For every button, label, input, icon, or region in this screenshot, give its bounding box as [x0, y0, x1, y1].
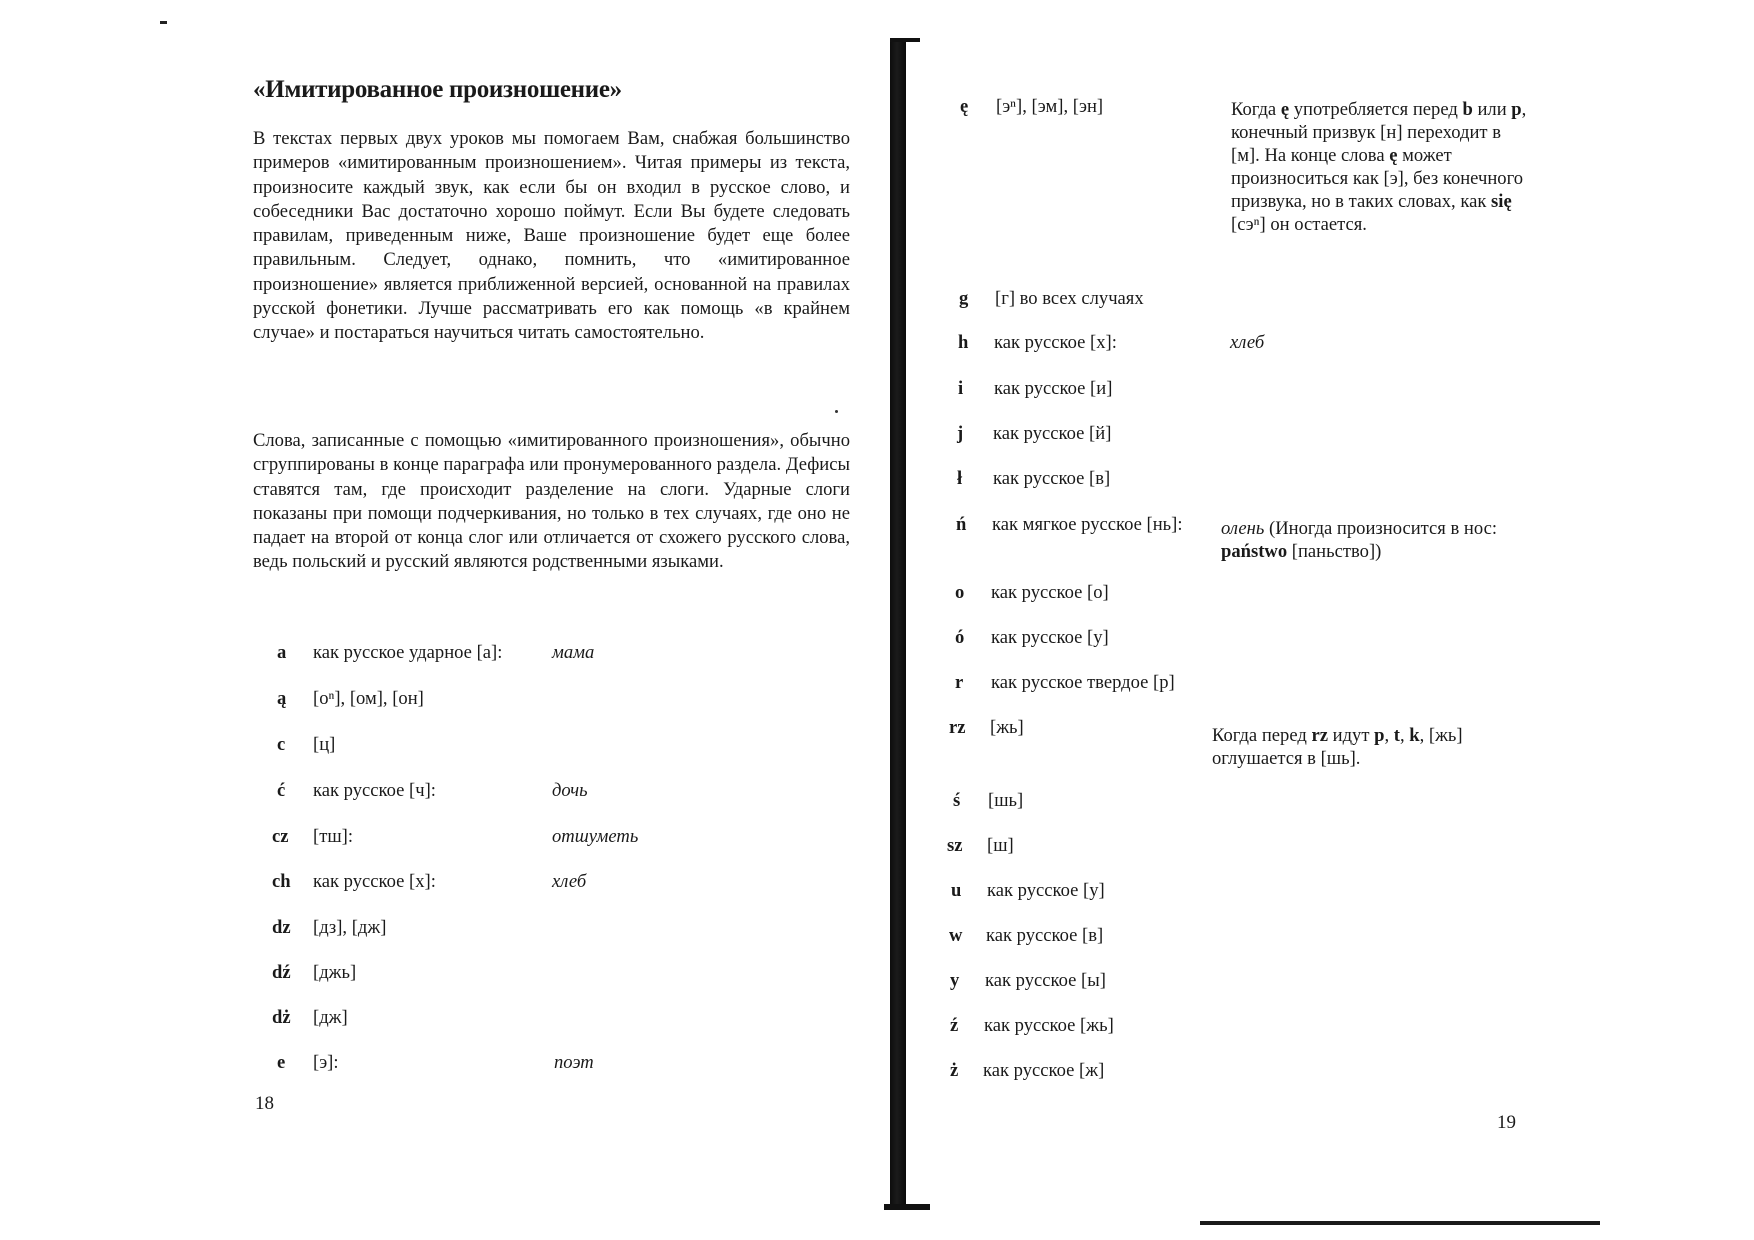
letter-desc: как русское [й] — [993, 423, 1112, 444]
letter: i — [958, 378, 964, 399]
page-number: 18 — [255, 1093, 274, 1114]
letter: u — [951, 880, 962, 901]
letter: c — [277, 734, 286, 755]
letter-desc: как русское [жь] — [984, 1015, 1114, 1036]
letter-desc: [дж] — [313, 1007, 348, 1028]
letter-desc: как русское [х]: — [313, 871, 436, 892]
letter: j — [957, 423, 964, 444]
letter: g — [959, 288, 969, 309]
right-page — [880, 0, 1754, 1240]
letter: ch — [272, 871, 291, 892]
letter: ń — [956, 514, 967, 535]
letter-desc: как русское [в] — [993, 468, 1111, 489]
letter-desc: [ш] — [987, 835, 1014, 856]
letter-example: хлеб — [1230, 332, 1265, 353]
letter: y — [950, 970, 960, 991]
letter: e — [277, 1052, 286, 1073]
page-title: «Имитированное произношение» — [253, 76, 622, 103]
letter-desc: как русское [ы] — [985, 970, 1106, 991]
letter-desc: [тш]: — [313, 826, 353, 847]
letter-desc: как русское [в] — [986, 925, 1104, 946]
intro-paragraph: В текстах первых двух уроков мы помогаем Вам, снабжая большинство примеров «имитированным произношением». Читая примеры из текста, произносите каждый звук, как если бы он входил в русское слово, и собеседники Вас достаточно хорошо поймут. Если Вы будете следовать правилам, приведенным ниже, Ваше произношение будет еще более правильным. Следует, однако, помнить, что «имитированное произношение» является приближенной версией, основанной на правилах русской фонетики. Лучше рассматривать его как помощь «в крайнем случае» и постараться научиться читать самостоятельно. — [253, 128, 850, 344]
letter-example: поэт — [554, 1052, 594, 1073]
letter: ć — [277, 780, 286, 801]
letter-desc: как русское [х]: — [994, 332, 1117, 353]
letter-desc: как русское [у] — [991, 627, 1109, 648]
letter-desc: как русское твердое [р] — [991, 672, 1175, 693]
letter: ę — [960, 96, 969, 117]
letter-example: мама — [552, 642, 595, 663]
letter-desc: [ц] — [313, 734, 336, 755]
letter-desc: как русское [ж] — [983, 1060, 1105, 1081]
letter: rz — [949, 717, 966, 738]
letter-desc: [шь] — [988, 790, 1024, 811]
letter: r — [955, 672, 964, 693]
letter-desc: как русское [о] — [991, 582, 1109, 603]
letter: dz — [272, 917, 291, 938]
letter-desc: [джь] — [313, 962, 357, 983]
letter: w — [949, 925, 963, 946]
note-rz: Когда перед rz идут p, t, k, [жь] оглушается в [шь]. — [1212, 725, 1463, 769]
letter: ś — [953, 790, 961, 811]
letter: sz — [947, 835, 963, 856]
letter-desc: [э]: — [313, 1052, 339, 1073]
letter: a — [277, 642, 287, 663]
letter-desc: как русское [у] — [987, 880, 1105, 901]
bottom-rule — [1200, 1221, 1600, 1225]
note-e-ogonek: Когда ę употребляется перед b или p, конечный призвук [н] переходит в [м]. На конце слова ę может произноситься как [э], без конечного призвука, но в таких словах, как się [сэⁿ] он остается. — [1231, 99, 1527, 235]
syllables-paragraph: Слова, записанные с помощью «имитированного произношения», обычно сгруппированы в конце параграфа или пронумерованного раздела. Дефисы ставятся там, где происходит разделение на слоги. Ударные слоги показаны при помощи подчеркивания, но только в тех случаях, где оно не падает на второй от конца слог или отличается от схожего русского слова, ведь польский и русский являются родственными языками. — [253, 430, 850, 573]
letter-desc: [оⁿ], [ом], [он] — [313, 688, 424, 709]
letter: ż — [950, 1060, 959, 1081]
letter-example: дочь — [552, 780, 588, 801]
letter-desc: как русское [ч]: — [313, 780, 436, 801]
letter-desc: [эⁿ], [эм], [эн] — [996, 96, 1104, 117]
letter-desc: [г] во всех случаях — [995, 288, 1144, 309]
letter-example: хлеб — [552, 871, 587, 892]
letter-desc: как мягкое русское [нь]: — [992, 514, 1183, 535]
letter: o — [955, 582, 965, 603]
letter: cz — [272, 826, 289, 847]
letter: h — [958, 332, 969, 353]
letter: ó — [955, 627, 965, 648]
letter-example: отшуметь — [552, 826, 639, 847]
letter-desc: [дз], [дж] — [313, 917, 387, 938]
letter: dź — [272, 962, 291, 983]
letter: ź — [950, 1015, 959, 1036]
letter: dż — [272, 1007, 291, 1028]
note-n-acute: олень (Иногда произносится в нос: państwo [паньство]) — [1221, 518, 1498, 562]
letter-desc: как русское ударное [а]: — [313, 642, 503, 663]
letter-list-right — [880, 0, 1754, 1240]
letter: ą — [277, 688, 287, 709]
letter-desc: [жь] — [990, 717, 1024, 738]
letter: ł — [957, 468, 963, 489]
page-number: 19 — [1497, 1112, 1516, 1133]
letter-desc: как русское [и] — [994, 378, 1113, 399]
